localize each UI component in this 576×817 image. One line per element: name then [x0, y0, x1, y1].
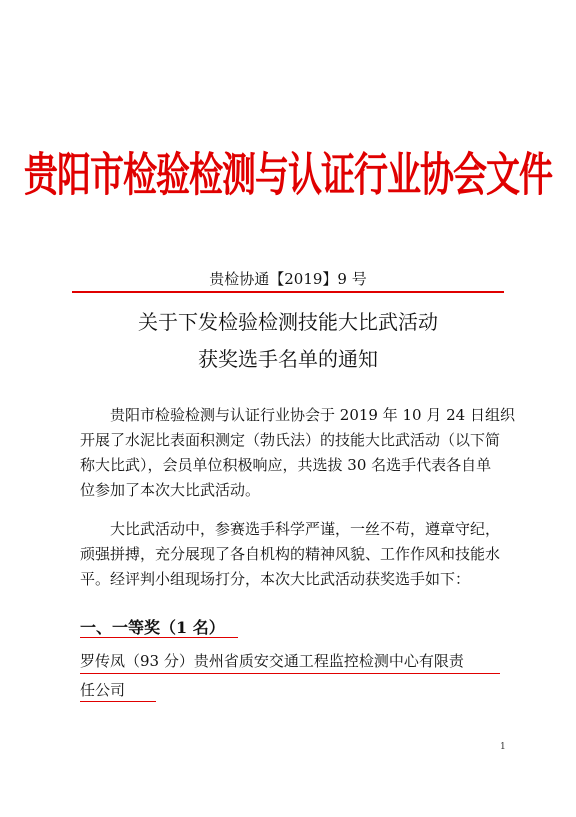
paragraph-line: 贵阳市检验检测与认证行业协会于 2019 年 10 月 24 日组织: [110, 406, 515, 424]
paragraph-line: 平。经评判小组现场打分，本次大比武活动获奖选手如下：: [80, 570, 471, 588]
notice-title-line-1: 关于下发检验检测技能大比武活动: [138, 310, 438, 334]
notice-title-line-2: 获奖选手名单的通知: [198, 347, 378, 371]
masthead-title: 贵阳市检验检测与认证行业协会文件: [24, 148, 552, 203]
first-prize-winner-line-2: 任公司: [80, 681, 126, 699]
document-number: 贵检协通【2019】9 号: [209, 270, 367, 288]
body-paragraph-1: [80, 403, 515, 503]
page-number: 1: [500, 742, 506, 752]
paragraph-line: 位参加了本次大比武活动。: [80, 481, 261, 499]
paragraph-line: 称大比武），会员单位积极响应，共选拔 30 名选手代表各自单: [80, 456, 492, 474]
first-prize-heading-underline: [80, 637, 238, 638]
winner-line-1-underline: [80, 673, 500, 674]
winner-line-2-underline: [80, 701, 156, 702]
paragraph-line: 开展了水泥比表面积测定（勃氏法）的技能大比武活动（以下简: [80, 431, 501, 449]
paragraph-line: 顽强拼搏，充分展现了各自机构的精神风貌、工作作风和技能水: [80, 545, 501, 563]
first-prize-heading: 一、一等奖（1 名）: [80, 618, 225, 637]
first-prize-winner-line-1: 罗传凤（93 分）贵州省质安交通工程监控检测中心有限责: [80, 652, 464, 670]
red-divider-line: [72, 291, 504, 293]
body-paragraph-2: [80, 517, 512, 592]
paragraph-line: 大比武活动中，参赛选手科学严谨，一丝不苟，遵章守纪，: [110, 520, 501, 538]
